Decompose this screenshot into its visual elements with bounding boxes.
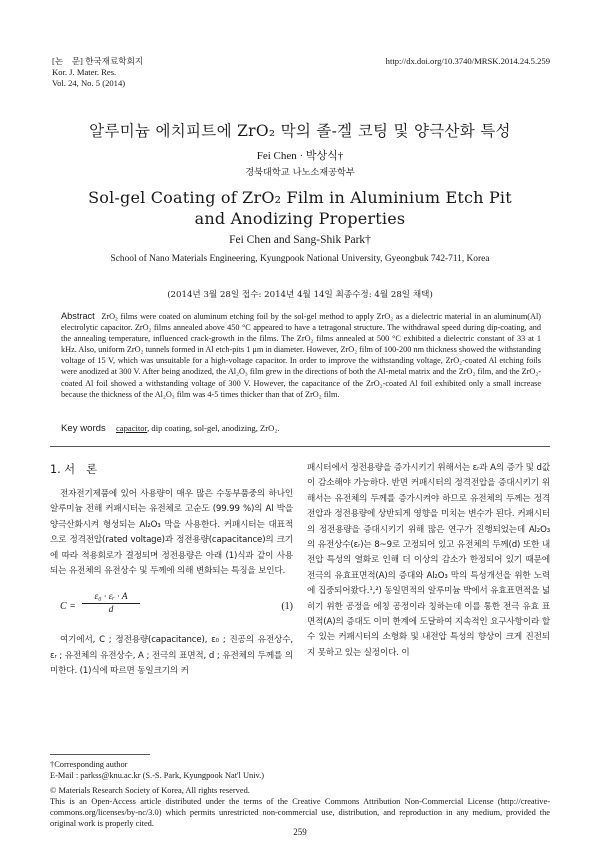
intro-paragraph-2: 여기에서, C ; 정전용량(capacitance), ε₀ ; 진공의 유전상수, εᵣ ; 유전체의 유전상수, A ; 전극의 표면적, d ; 유전체의 두께를 의미한다. (1)식에 따르면 동일크기의 커 [50,635,293,677]
footnote-rule [50,754,150,755]
abstract-text: ZrO₂ films were coated on aluminum etching foil by the sol-gel method to apply ZrO₂ as a dielectric material in an aluminum(Al) electrolytic capacitor. ZrO₂ films annealed above 450 °C appeared to have a tetragonal structure. The withdrawal speed during dip-coating, and the annealing temperature, influenced crack-growth in the films. The ZrO₂ films annealed at 500 °C exhibited a dielectric constant of 33 at 1 kHz. Also, uniform ZrO₂ tunnels formed in Al etch-pits 1 μm in diameter. However, ZrO₂ film of 100-200 nm thickness showed the withstanding voltage of 15 V, which was unsuitable for a high-voltage capacitor. In order to improve the withstanding voltage, ZrO₂-coated Al etching foils were anodized at 300 V. After being anodized, the Al₂O₃ film grew in the directions of both the Al-metal matrix and the ZrO₂ film, and the ZrO₂-coated Al foil showed a withstanding voltage of 300 V. However, the capacitance of the ZrO₂-coated Al foil exhibited only a small increase because the thickness of the Al₂O₃ film was 4-5 times thicker than that of ZrO₂ film. [61,312,541,399]
license-text: This is an Open-Access article distributed under the terms of the Creative Commons Attribution Non-Commercial License (http://creative-commons.org/licenses/by-nc/3.0) which permits unrestricted non-commercial use, distribution, and reproduction in any medium, provided the original work is properly cited. [50,797,550,829]
page-number: 259 [293,827,307,837]
equation-number: (1) [281,601,293,613]
intro-paragraph-3: 패시터에서 정전용량을 증가시키기 위해서는 εᵣ과 A의 증가 및 d값이 감소해야 가능하다. 반면 커패시터의 정격전압을 증대시키기 위해서는 유전체의 두께를 증가시켜야 하므로 유전체의 두께는 정격전압과 정전용량에 상반되게 영향을 미치는 변수가 된다. 커패시터의 정전용량을 증대시키기 위해 많은 연구가 진행되었는데 Al₂O₃의 유전상수(εᵣ)는 8~9로 고정되어 있고 유전체의 두께(d) 또한 내전압 특성의 열화로 인해 더 이상의 감소가 한정되어 있기 때문에 전극의 유효표면적(A)의 증대와 Al₂O₃ 막의 특성개선을 위한 노력에 집중되어왔다.¹,²) 동일면적의 알루미늄 박에서 유효표면적을 넓히기 위한 공정을 에칭 공정이라 칭하는데 이를 통한 전극 유효 표면적(A)의 증대도 이미 한계에 도달하여 지속적인 요구사항이라 할 수 있는 커패시터의 소형화 및 내전압 특성의 향상이 크게 진전되지 못하고 있는 실정이다. 이 [307,463,550,658]
affiliation-korean: 경북대학교 나노소재공학부 [245,167,355,178]
equation-fraction [82,592,140,615]
fraction-bar [82,603,140,604]
abstract [61,311,541,400]
equation-numerator: ε₀ · εᵣ · A [94,592,128,603]
right-column [307,461,550,661]
equation-denominator: d [108,605,114,616]
title-korean: 알루미늄 에치피트에 ZrO₂ 막의 졸-겔 코팅 및 양극산화 특성 [89,122,511,140]
affiliation-english: School of Nano Materials Engineering, Kyungpook National University, Gyeongbuk 742-711, Korea [110,254,490,264]
corresponding-author: †Corresponding author [50,760,128,769]
authors-korean: Fei Chen · 박상식† [256,150,344,162]
left-column [50,461,293,680]
section-heading-introduction: 1. 서 론 [50,463,98,476]
journal-header [52,56,143,89]
abstract-label: Abstract [61,311,95,321]
intro-paragraph-1: 전자전기제품에 있어 사용량이 매우 많은 수동부품중의 하나인 알루미늄 전해 커패시터는 유전체로 고순도 (99.99 %)의 Al 박을 양극산화시켜 형성되는 Al₂O₃ 막을 사용한다. 커패시터는 대표적으로 정격전압(rated voltage)과 정전용량(capacitance)의 크기에 따라 적용회로가 결정되며 정전용량은 아래 (1)식과 같이 사용되는 유전체의 유전상수 및 두께에 의해 변화되는 특징을 보인다. [50,489,293,577]
title-english-line1: Sol-gel Coating of ZrO₂ Film in Aluminium Etch Pit [88,188,512,207]
copyright-notice: © Materials Research Society of Korea, All rights reserved. [50,786,250,795]
keywords-label: Key words [61,423,106,434]
authors-english: Fei Chen and Sang-Shik Park† [229,234,371,246]
keywords [61,423,541,434]
journal-volume: Vol. 24, No. 5 (2014) [52,78,126,88]
title-english-line2: and Anodizing Properties [194,209,406,228]
journal-name-en: Kor. J. Mater. Res. [52,67,117,77]
equation-1 [50,589,293,625]
journal-name-ko: [논 문] 한국재료학회지 [52,56,144,66]
submission-dates: (2014년 3월 28일 접수: 2014년 4월 14일 최종수정: 4월 28일 채택) [167,290,433,300]
keyword-capacitor[interactable]: capacitor [115,423,148,433]
equation-lhs: C = [60,601,76,613]
doi-link[interactable]: http://dx.doi.org/10.3740/MRSK.2014.24.5.259 [385,56,550,66]
section-divider [50,446,550,447]
license-block [50,785,550,829]
keywords-rest: , dip coating, sol-gel, anodizing, ZrO₂. [147,423,280,433]
author-email[interactable]: E-Mail : parkss@knu.ac.kr (S.-S. Park, Kyungpook Nat'l Univ.) [50,771,265,781]
title-english [0,187,600,229]
footnote [50,759,550,781]
